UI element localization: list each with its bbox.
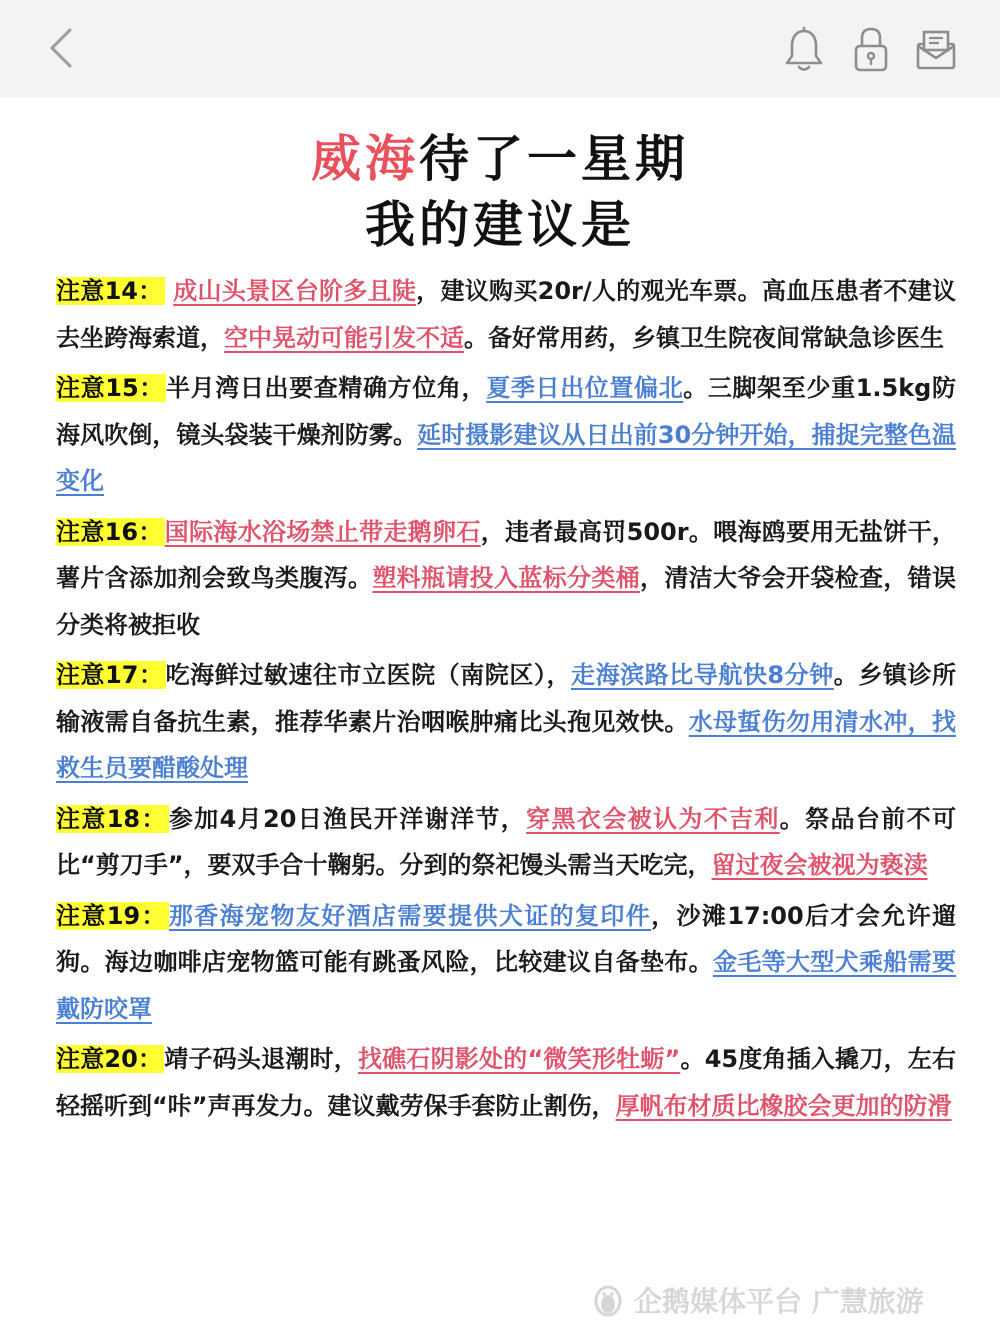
page-title (0, 126, 1000, 258)
title-line-1 (0, 126, 1000, 192)
note-text: ，清洁大爷会开袋检查，错误分类将被拒收 (56, 564, 957, 639)
lock-icon[interactable] (850, 24, 892, 74)
note-item (56, 652, 956, 792)
highlight-red-text: 成山头景区台阶多且陡 (173, 277, 417, 305)
note-text: 半月湾日出要查精确方位角， (165, 374, 487, 402)
highlight-red-text: 空中晃动可能引发不适 (224, 323, 464, 352)
highlight-blue-text: 夏季日出位置偏北 (486, 374, 684, 402)
highlight-blue-text: 金毛等大型犬乘船需要戴防咬罩 (56, 948, 956, 1023)
highlight-red-text: 穿黑衣会被认为不吉利 (526, 804, 780, 833)
highlight-red-text: 厚帆布材质比橡胶会更加的防滑 (615, 1091, 952, 1120)
note-item (56, 365, 956, 505)
title-line-1-rest: 待了一星期 (419, 130, 689, 188)
note-text: ，建议购买20r/人的观光车票。高血压患者不建议去坐跨海索道， (56, 277, 957, 352)
title-line-2: 我的建议是 (365, 196, 635, 254)
note-label: 注意18： (56, 804, 167, 833)
highlight-red-text: 找礁石阴影处的“微笑形牡蛎” (357, 1045, 681, 1073)
highlight-blue-text: 那香海宠物友好酒店需要提供犬证的复印件 (168, 901, 652, 930)
note-text: ，违者最高罚500r。喂海鸥要用无盐饼干，薯片含添加剂会致鸟类腹泻。 (56, 517, 956, 592)
title-accent: 威海 (311, 130, 419, 188)
notes-list (56, 268, 956, 1133)
note-item (56, 509, 956, 649)
watermark (590, 1278, 990, 1322)
note-text: ，沙滩17:00后才会允许遛狗。海边咖啡店宠物篮可能有跳蚤风险，比较建议自备垫布。 (56, 901, 956, 976)
highlight-blue-text: 水母蜇伤勿用清水冲，找救生员要醋酸处理 (56, 707, 957, 782)
penguin-logo-icon (590, 1282, 626, 1318)
note-text: 靖子码头退潮时， (164, 1045, 358, 1073)
note-text: 。三脚架至少重1.5kg防海风吹倒，镜头袋装干燥剂防雾。 (56, 374, 956, 449)
note-item (56, 1036, 956, 1129)
note-label: 注意19： (56, 901, 167, 930)
note-text: 吃海鲜过敏速往市立医院（南院区）， (165, 661, 572, 689)
note-text: 。乡镇诊所输液需自备抗生素，推荐华素片治咽喉肿痛比头孢见效快。 (56, 661, 957, 736)
highlight-red-text: 塑料瓶请投入蓝标分类桶 (372, 564, 641, 592)
highlight-red-text: 国际海水浴场禁止带走鹅卵石 (164, 517, 481, 546)
note-text: 。祭品台前不可比“剪刀手”，要双手合十鞠躬。分到的祭祀馒头需当天吃完， (56, 804, 956, 879)
back-icon[interactable] (40, 26, 80, 70)
note-text (165, 277, 174, 305)
highlight-blue-text: 走海滨路比导航快8分钟 (571, 661, 834, 689)
note-label: 注意14： (56, 277, 163, 305)
note-label: 注意15： (56, 374, 164, 402)
highlight-red-text: 留过夜会被视为亵渎 (711, 851, 928, 879)
note-label: 注意16： (56, 517, 163, 546)
note-text: 参加4月20日渔民开洋谢洋节， (168, 804, 527, 833)
note-label: 注意20： (56, 1045, 163, 1073)
note-text: 。备好常用药，乡镇卫生院夜间常缺急诊医生 (464, 323, 944, 352)
note-item (56, 268, 956, 361)
note-item (56, 893, 956, 1033)
note-text: 。45度角插入撬刀，左右轻摇听到“咔”声再发力。建议戴劳保手套防止割伤， (56, 1045, 956, 1120)
watermark-text: 企鹅媒体平台 广慧旅游 (634, 1285, 924, 1318)
bell-icon[interactable] (782, 26, 826, 74)
note-item (56, 796, 956, 889)
mail-icon[interactable] (914, 28, 958, 72)
note-label: 注意17： (56, 661, 164, 689)
highlight-blue-text: 延时摄影建议从日出前30分钟开始，捕捉完整色温变化 (56, 420, 957, 495)
top-bar (0, 0, 1000, 98)
